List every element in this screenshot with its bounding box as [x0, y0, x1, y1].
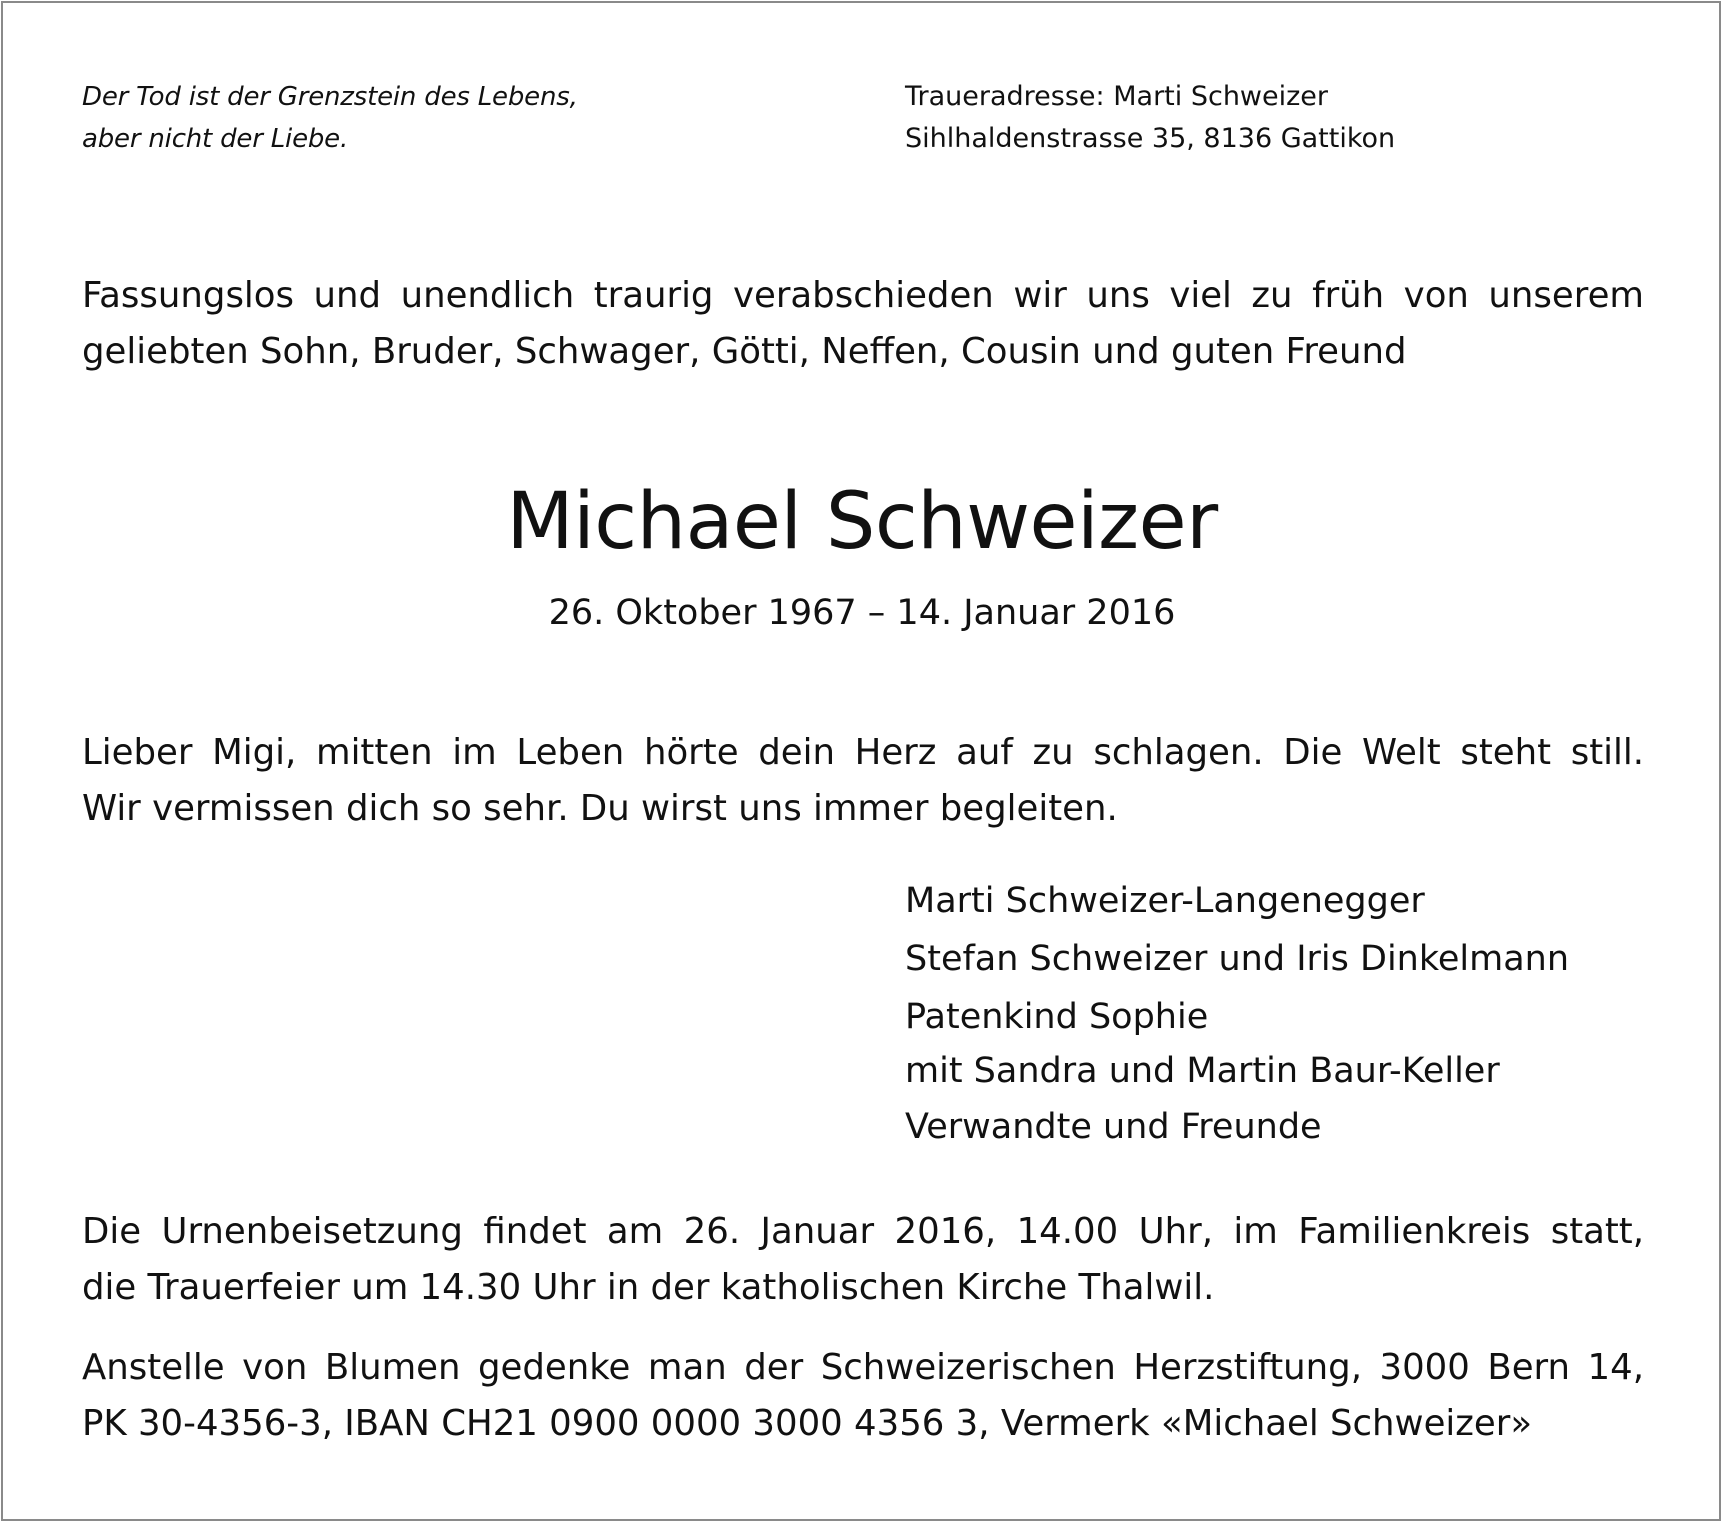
mourner-item: Stefan Schweizer und Iris Dinkelmann [905, 939, 1570, 979]
personal-message [82, 725, 1644, 837]
message-line-1: Lieber Migi, mitten im Leben hörte dein Herz auf zu schlagen. Die Welt steht still. [82, 732, 1644, 773]
funeral-details [82, 1204, 1644, 1316]
intro-line-1: Fassungslos und unendlich traurig verabschieden wir uns viel zu früh von unserem [82, 275, 1644, 316]
epigraph-quote [82, 76, 578, 160]
address-line-2: Sihlhaldenstrasse 35, 8136 Gattikon [905, 123, 1396, 154]
donation-line-1: Anstelle von Blumen gedenke man der Schweizerischen Herzstiftung, 3000 Bern 14, [82, 1347, 1644, 1388]
epigraph-line-1: Der Tod ist der Grenzstein des Lebens, [82, 82, 578, 112]
mourner-item: Marti Schweizer-Langenegger [905, 881, 1425, 921]
funeral-line-2: die Trauerfeier um 14.30 Uhr in der katholischen Kirche Thalwil. [82, 1267, 1215, 1308]
intro-line-2: geliebten Sohn, Bruder, Schwager, Götti, Neffen, Cousin und guten Freund [82, 331, 1407, 372]
donation-line-2: PK 30-4356-3, IBAN CH21 0900 0000 3000 4356 3, Vermerk «Michael Schweizer» [82, 1403, 1533, 1444]
mourner-item: mit Sandra und Martin Baur-Keller [905, 1051, 1500, 1091]
mourner-item: Verwandte und Freunde [905, 1107, 1322, 1147]
life-dates: 26. Oktober 1967 – 14. Januar 2016 [548, 593, 1176, 633]
donation-note [82, 1340, 1644, 1452]
address-line-1: Traueradresse: Marti Schweizer [905, 81, 1329, 112]
intro-paragraph [82, 268, 1644, 380]
funeral-line-1: Die Urnenbeisetzung findet am 26. Januar 2016, 14.00 Uhr, im Familienkreis statt, [82, 1211, 1644, 1252]
epigraph-line-2: aber nicht der Liebe. [82, 124, 349, 154]
mourner-item: Patenkind Sophie [905, 997, 1209, 1037]
mourners-list [905, 872, 1569, 1156]
mourning-address [905, 76, 1395, 160]
deceased-name: Michael Schweizer [506, 477, 1218, 567]
message-line-2: Wir vermissen dich so sehr. Du wirst uns immer begleiten. [82, 788, 1118, 829]
